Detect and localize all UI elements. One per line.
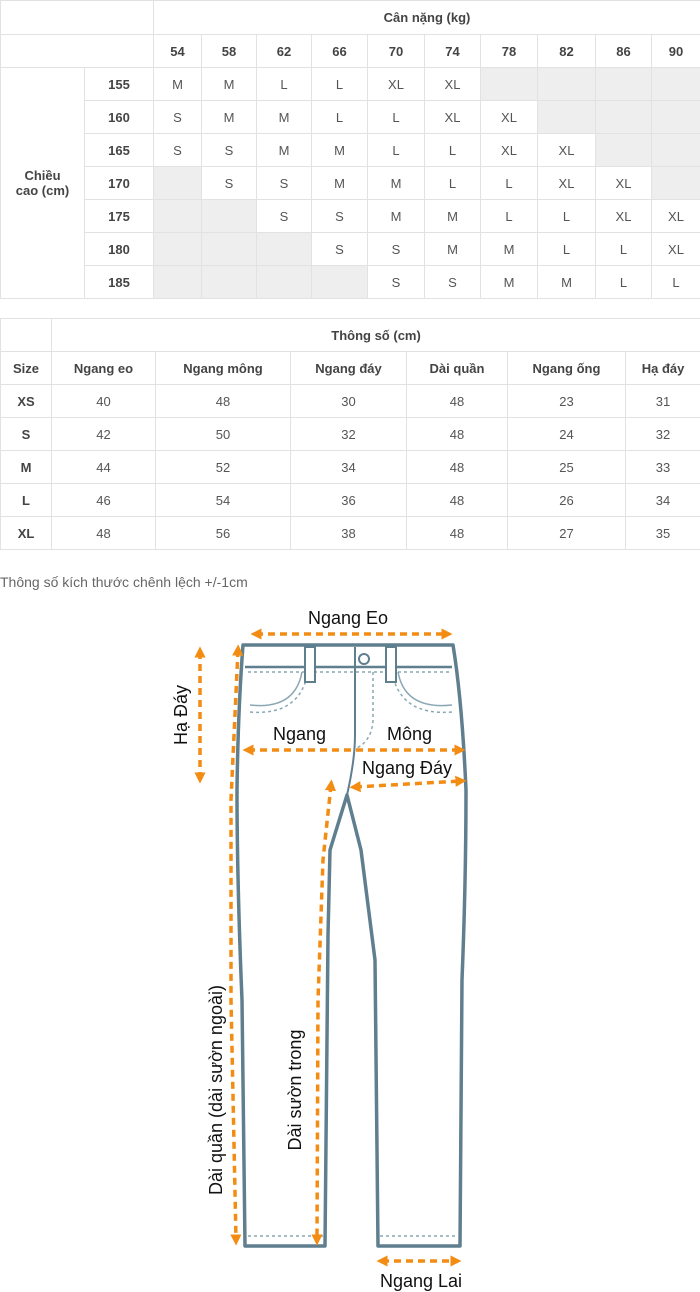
column-header: Hạ đáy bbox=[626, 352, 700, 385]
empty-cell bbox=[202, 200, 257, 233]
size-cell: L bbox=[538, 233, 596, 266]
spec-cell: 33 bbox=[626, 451, 700, 484]
size-cell: M bbox=[425, 200, 481, 233]
spec-cell: 48 bbox=[407, 484, 508, 517]
size-cell: S bbox=[202, 167, 257, 200]
size-cell: L bbox=[312, 101, 368, 134]
size-cell: L bbox=[425, 167, 481, 200]
table-row bbox=[1, 385, 700, 418]
spec-cell: 48 bbox=[407, 418, 508, 451]
hip-label-right: Mông bbox=[387, 724, 433, 744]
corner-cell bbox=[1, 1, 154, 35]
height-label: 175 bbox=[85, 200, 154, 233]
column-header: Dài quần bbox=[407, 352, 508, 385]
spec-cell: 34 bbox=[291, 451, 407, 484]
crotch-width-label: Ngang Đáy bbox=[362, 758, 453, 778]
hip-label-left: Ngang bbox=[273, 724, 327, 744]
size-cell: M bbox=[538, 266, 596, 299]
size-cell: M bbox=[368, 200, 425, 233]
empty-cell bbox=[481, 68, 538, 101]
size-label: L bbox=[1, 484, 52, 517]
size-cell: S bbox=[425, 266, 481, 299]
size-cell: XL bbox=[481, 134, 538, 167]
hem-label: Ngang Lai bbox=[379, 1271, 463, 1291]
size-cell: XL bbox=[538, 167, 596, 200]
spec-cell: 24 bbox=[508, 418, 626, 451]
size-cell: XL bbox=[596, 200, 652, 233]
button-icon bbox=[359, 654, 369, 664]
weight-label: 86 bbox=[596, 35, 652, 68]
size-cell: L bbox=[481, 167, 538, 200]
inseam-label: Dài sườn trong bbox=[285, 1029, 305, 1151]
height-label: 155 bbox=[85, 68, 154, 101]
measurement-spec-table bbox=[0, 318, 700, 550]
spec-cell: 27 bbox=[508, 517, 626, 550]
spec-cell: 26 bbox=[508, 484, 626, 517]
corner-cell bbox=[1, 319, 52, 352]
empty-cell bbox=[154, 200, 202, 233]
size-cell: M bbox=[368, 167, 425, 200]
spec-cell: 30 bbox=[291, 385, 407, 418]
size-cell: M bbox=[312, 134, 368, 167]
column-header: Ngang mông bbox=[156, 352, 291, 385]
weight-label: 70 bbox=[368, 35, 425, 68]
height-label: 165 bbox=[85, 134, 154, 167]
empty-cell bbox=[202, 233, 257, 266]
spec-cell: 40 bbox=[52, 385, 156, 418]
empty-cell bbox=[596, 101, 652, 134]
size-cell: XL bbox=[481, 101, 538, 134]
size-cell: S bbox=[257, 200, 312, 233]
size-cell: XL bbox=[596, 167, 652, 200]
size-cell: M bbox=[481, 233, 538, 266]
size-cell: M bbox=[257, 134, 312, 167]
spec-cell: 48 bbox=[407, 385, 508, 418]
height-header: Chiều cao (cm) bbox=[1, 68, 85, 299]
weight-label: 78 bbox=[481, 35, 538, 68]
weight-label: 54 bbox=[154, 35, 202, 68]
size-cell: XL bbox=[425, 68, 481, 101]
weight-label: 90 bbox=[652, 35, 700, 68]
spec-cell: 42 bbox=[52, 418, 156, 451]
empty-cell bbox=[538, 101, 596, 134]
column-header: Ngang đáy bbox=[291, 352, 407, 385]
table-row bbox=[1, 517, 700, 550]
size-cell: M bbox=[154, 68, 202, 101]
size-cell: XL bbox=[538, 134, 596, 167]
rise-label: Hạ Đáy bbox=[171, 684, 191, 746]
size-cell: M bbox=[481, 266, 538, 299]
outseam-label: Dài quần (dài sườn ngoài) bbox=[206, 985, 226, 1195]
spec-cell: 35 bbox=[626, 517, 700, 550]
size-cell: L bbox=[538, 200, 596, 233]
spec-cell: 48 bbox=[156, 385, 291, 418]
empty-cell bbox=[652, 134, 700, 167]
empty-cell bbox=[312, 266, 368, 299]
size-cell: S bbox=[154, 101, 202, 134]
size-cell: L bbox=[596, 233, 652, 266]
weight-label: 74 bbox=[425, 35, 481, 68]
spec-group-header: Thông số (cm) bbox=[52, 319, 700, 352]
size-cell: M bbox=[312, 167, 368, 200]
corner-cell bbox=[1, 35, 154, 68]
empty-cell bbox=[202, 266, 257, 299]
size-cell: S bbox=[312, 200, 368, 233]
weight-header: Cân nặng (kg) bbox=[154, 1, 700, 35]
size-cell: L bbox=[257, 68, 312, 101]
size-label: XL bbox=[1, 517, 52, 550]
size-label: S bbox=[1, 418, 52, 451]
empty-cell bbox=[257, 233, 312, 266]
height-label: 180 bbox=[85, 233, 154, 266]
spec-cell: 31 bbox=[626, 385, 700, 418]
spec-cell: 36 bbox=[291, 484, 407, 517]
column-header: Ngang ống bbox=[508, 352, 626, 385]
table-row bbox=[1, 418, 700, 451]
size-cell: S bbox=[368, 233, 425, 266]
spec-cell: 48 bbox=[407, 451, 508, 484]
spec-cell: 38 bbox=[291, 517, 407, 550]
size-cell: S bbox=[154, 134, 202, 167]
size-cell: XL bbox=[652, 200, 700, 233]
weight-label: 62 bbox=[257, 35, 312, 68]
empty-cell bbox=[257, 266, 312, 299]
empty-cell bbox=[652, 101, 700, 134]
jeans-measurement-diagram bbox=[0, 600, 700, 1292]
spec-cell: 56 bbox=[156, 517, 291, 550]
spec-cell: 48 bbox=[52, 517, 156, 550]
size-cell: M bbox=[202, 101, 257, 134]
spec-cell: 23 bbox=[508, 385, 626, 418]
spec-cell: 44 bbox=[52, 451, 156, 484]
column-header: Ngang eo bbox=[52, 352, 156, 385]
empty-cell bbox=[538, 68, 596, 101]
spec-cell: 32 bbox=[291, 418, 407, 451]
empty-cell bbox=[596, 68, 652, 101]
spec-cell: 48 bbox=[407, 517, 508, 550]
size-cell: S bbox=[257, 167, 312, 200]
size-cell: XL bbox=[652, 233, 700, 266]
size-cell: L bbox=[425, 134, 481, 167]
table-row bbox=[1, 484, 700, 517]
empty-cell bbox=[596, 134, 652, 167]
weight-label: 58 bbox=[202, 35, 257, 68]
size-cell: L bbox=[596, 266, 652, 299]
size-column-header: Size bbox=[1, 352, 52, 385]
spec-cell: 32 bbox=[626, 418, 700, 451]
spec-cell: 46 bbox=[52, 484, 156, 517]
spec-cell: 34 bbox=[626, 484, 700, 517]
size-label: M bbox=[1, 451, 52, 484]
size-cell: L bbox=[368, 101, 425, 134]
weight-label: 66 bbox=[312, 35, 368, 68]
height-label: 160 bbox=[85, 101, 154, 134]
size-cell: XL bbox=[368, 68, 425, 101]
spec-cell: 54 bbox=[156, 484, 291, 517]
size-recommendation-table bbox=[0, 0, 700, 299]
size-cell: L bbox=[312, 68, 368, 101]
size-cell: XL bbox=[425, 101, 481, 134]
size-cell: S bbox=[312, 233, 368, 266]
empty-cell bbox=[154, 266, 202, 299]
height-label: 185 bbox=[85, 266, 154, 299]
empty-cell bbox=[154, 167, 202, 200]
spec-cell: 25 bbox=[508, 451, 626, 484]
table-row bbox=[1, 451, 700, 484]
size-cell: L bbox=[368, 134, 425, 167]
size-label: XS bbox=[1, 385, 52, 418]
waist-label: Ngang Eo bbox=[307, 608, 389, 628]
empty-cell bbox=[652, 167, 700, 200]
size-cell: L bbox=[481, 200, 538, 233]
empty-cell bbox=[652, 68, 700, 101]
size-cell: M bbox=[202, 68, 257, 101]
size-cell: M bbox=[425, 233, 481, 266]
weight-label: 82 bbox=[538, 35, 596, 68]
height-label: 170 bbox=[85, 167, 154, 200]
size-cell: S bbox=[202, 134, 257, 167]
tolerance-note: Thông số kích thước chênh lệch +/-1cm bbox=[0, 574, 248, 590]
size-cell: L bbox=[652, 266, 700, 299]
size-cell: S bbox=[368, 266, 425, 299]
spec-cell: 50 bbox=[156, 418, 291, 451]
empty-cell bbox=[154, 233, 202, 266]
spec-cell: 52 bbox=[156, 451, 291, 484]
size-cell: M bbox=[257, 101, 312, 134]
